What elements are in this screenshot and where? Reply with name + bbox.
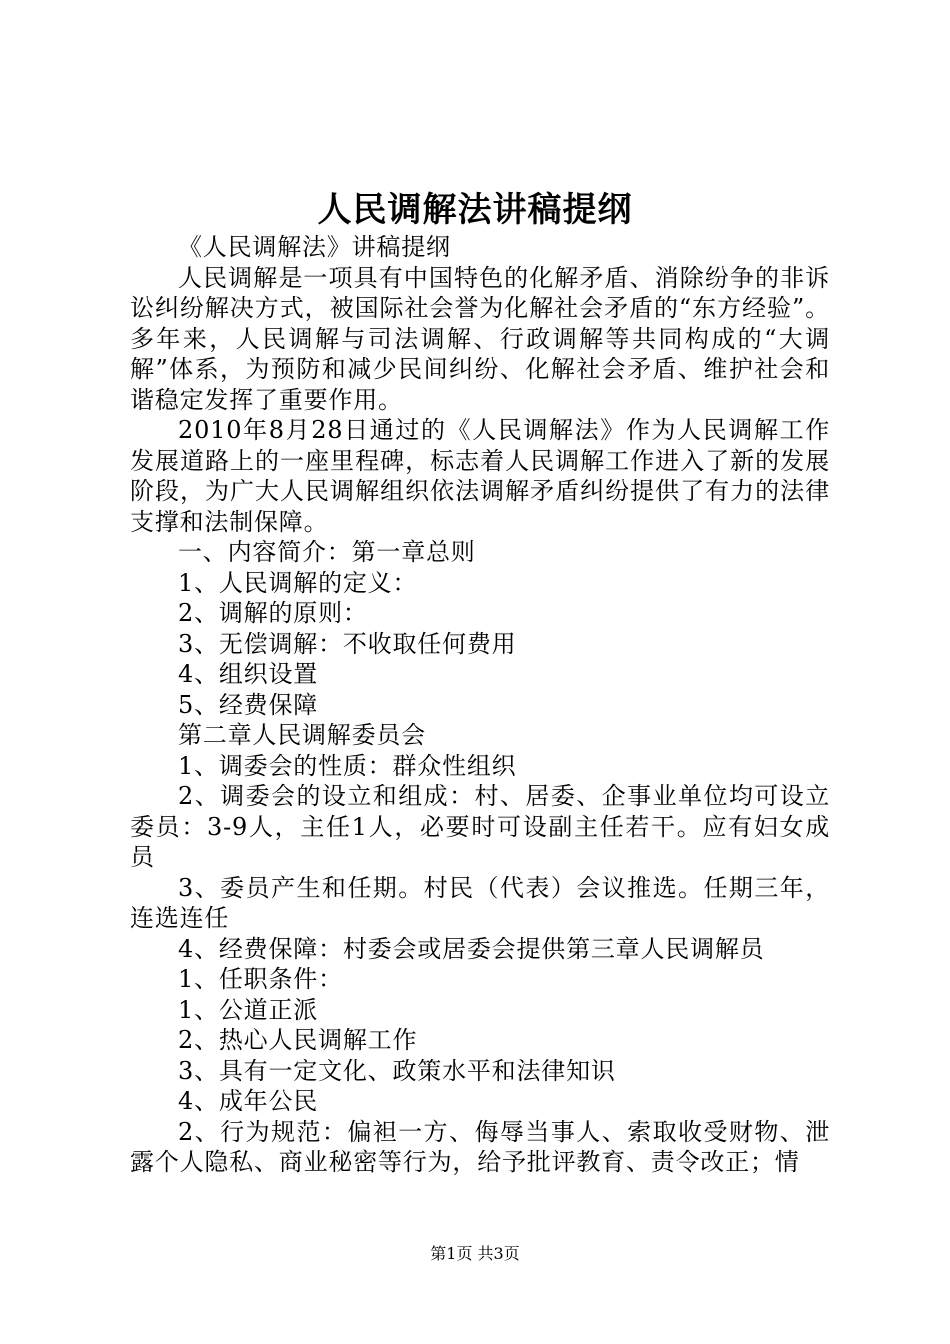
list-item: 4、成年公民 — [178, 1087, 319, 1115]
list-item: 2、调委会的设立和组成：村、居委、企事业单位均可设立委员：3-9人，主任1人，必要时可设副主任若干。应有妇女成员 — [130, 782, 830, 871]
list-item: 1、任职条件： — [178, 965, 343, 993]
list-item: 2、调解的原则： — [178, 599, 368, 627]
paragraph-subtitle: 《人民调解法》讲稿提纲 — [178, 233, 451, 261]
paragraph-milestone: 2010年8月28日通过的《人民调解法》作为人民调解工作发展道路上的一座里程碑，标志着人民调解工作进入了新的发展阶段，为广大人民调解组织依法调解矛盾纠纷提供了有力的法律支撑和法制保障。 — [130, 416, 830, 536]
document-body — [130, 232, 830, 1178]
list-item: 3、具有一定文化、政策水平和法律知识 — [178, 1056, 616, 1085]
list-item: 1、人民调解的定义： — [178, 568, 418, 597]
document-title: 人民调解法讲稿提纲 — [317, 190, 633, 230]
list-item: 4、经费保障：村委会或居委会提供第三章人民调解员 — [178, 934, 765, 963]
list-item: 3、委员产生和任期。村民（代表）会议推选。任期三年，连选连任 — [130, 873, 830, 932]
paragraph-intro: 人民调解是一项具有中国特色的化解矛盾、消除纷争的非诉讼纠纷解决方式，被国际社会誉为化解社会矛盾的“东方经验”。多年来，人民调解与司法调解、行政调解等共同构成的“大调解”体系，为预防和减少民间纠纷、化解社会矛盾、维护社会和谐稳定发挥了重要作用。 — [130, 263, 830, 414]
list-item: 3、无偿调解：不收取任何费用 — [178, 629, 517, 658]
section-heading-chapter-2: 第二章人民调解委员会 — [178, 721, 426, 749]
list-item: 1、公道正派 — [178, 995, 319, 1024]
list-item: 2、行为规范：偏袒一方、侮辱当事人、索取收受财物、泄露个人隐私、商业秘密等行为，给予批评教育、责令改正；情 — [130, 1117, 830, 1176]
list-item: 2、热心人民调解工作 — [178, 1026, 418, 1054]
list-item: 1、调委会的性质：群众性组织 — [178, 751, 517, 780]
section-heading-chapter-1: 一、内容简介：第一章总则 — [178, 538, 476, 566]
list-item: 5、经费保障 — [178, 690, 319, 719]
page-footer: 第1页 共3页 — [430, 1244, 520, 1263]
list-item: 4、组织设置 — [178, 660, 319, 688]
